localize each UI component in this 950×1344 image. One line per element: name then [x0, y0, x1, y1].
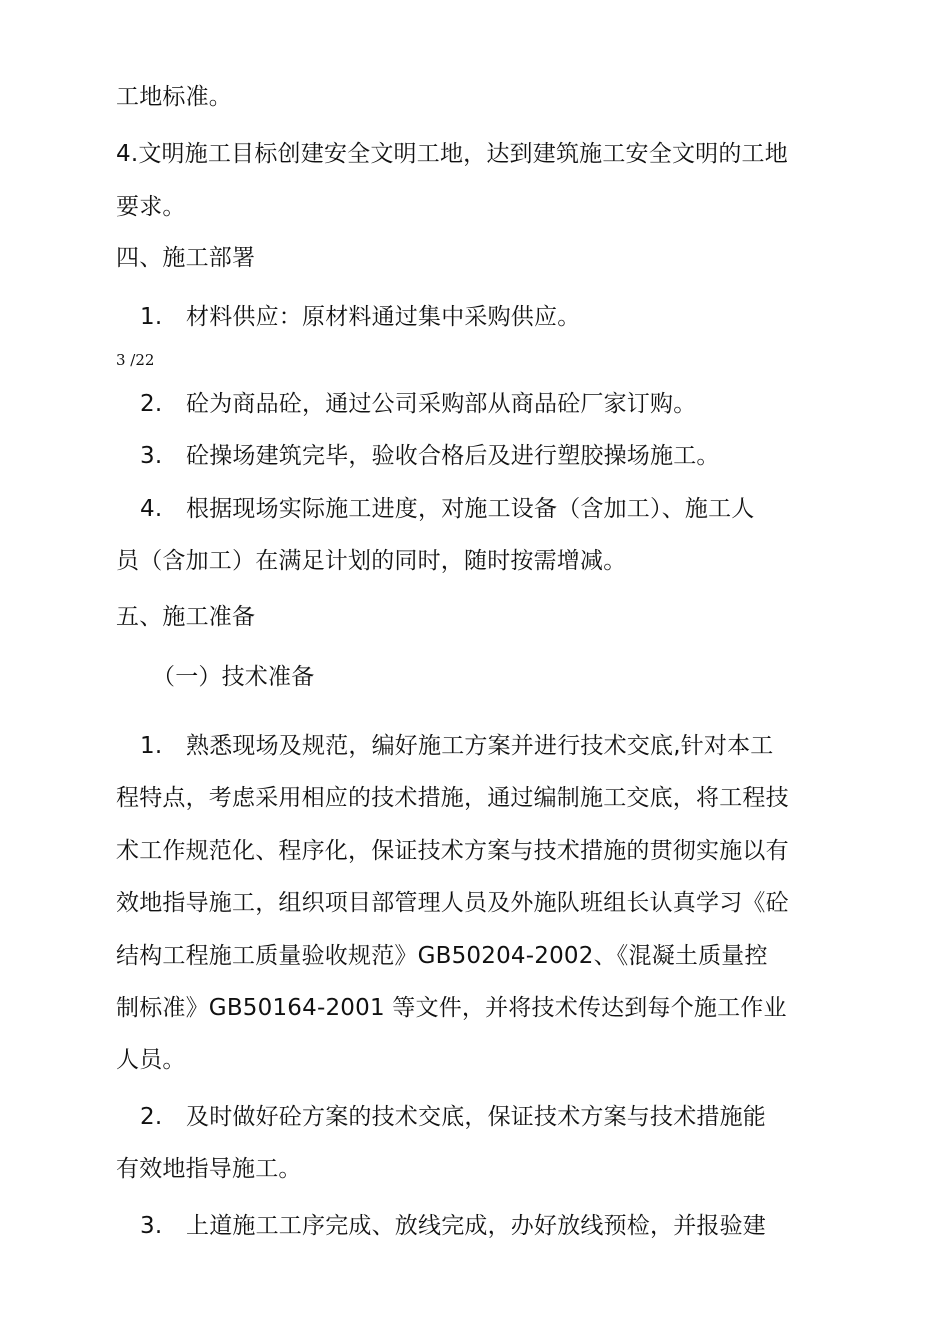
list-item — [140, 1211, 766, 1241]
paragraph-line: 人员。 — [116, 1047, 186, 1073]
paragraph-line: 员（含加工）在满足计划的同时，随时按需增减。 — [116, 548, 627, 574]
list-text: 上道施工工序完成、放线完成，办好放线预检，并报验建 — [186, 1213, 766, 1239]
page-number: 3 /22 — [116, 351, 155, 369]
list-text: 根据现场实际施工进度，对施工设备（含加工）、施工人 — [186, 496, 755, 522]
list-number: 1. — [140, 733, 163, 759]
paragraph-line: 术工作规范化、程序化，保证技术方案与技术措施的贯彻实施以有 — [116, 838, 789, 864]
list-text: 熟悉现场及规范，编好施工方案并进行技术交底,针对本工 — [186, 733, 774, 759]
list-item — [140, 1102, 766, 1132]
section-heading: 五、施工准备 — [116, 604, 256, 630]
paragraph-line: 有效地指导施工。 — [116, 1156, 302, 1182]
paragraph-line: 结构工程施工质量验收规范》GB50204-2002、《混凝土质量控 — [116, 943, 768, 969]
paragraph-line: 程特点，考虑采用相应的技术措施，通过编制施工交底，将工程技 — [116, 785, 789, 811]
paragraph-line: 要求。 — [116, 194, 186, 220]
list-item — [140, 441, 720, 471]
paragraph-line: 效地指导施工，组织项目部管理人员及外施队班组长认真学习《砼 — [116, 890, 789, 916]
paragraph-line: 制标准》GB50164-2001 等文件，并将技术传达到每个施工作业 — [116, 995, 787, 1021]
list-text: 砼操场建筑完毕，验收合格后及进行塑胶操场施工。 — [186, 443, 720, 469]
list-item — [140, 389, 696, 419]
list-text: 材料供应：原材料通过集中采购供应。 — [186, 304, 581, 330]
list-item — [140, 731, 774, 761]
list-number: 3. — [140, 1213, 163, 1239]
list-item — [140, 302, 580, 332]
paragraph-line: 工地标准。 — [116, 84, 232, 110]
section-heading: 四、施工部署 — [116, 245, 256, 271]
subsection-heading: （一）技术准备 — [152, 664, 315, 690]
list-number: 1. — [140, 304, 163, 330]
list-number: 2. — [140, 1104, 163, 1130]
list-item — [140, 494, 755, 524]
list-number: 4. — [140, 496, 163, 522]
list-text: 砼为商品砼，通过公司采购部从商品砼厂家订购。 — [186, 391, 697, 417]
list-text: 及时做好砼方案的技术交底，保证技术方案与技术措施能 — [186, 1104, 766, 1130]
list-number: 2. — [140, 391, 163, 417]
list-number: 3. — [140, 443, 163, 469]
paragraph-line: 4.文明施工目标创建安全文明工地，达到建筑施工安全文明的工地 — [116, 141, 788, 167]
